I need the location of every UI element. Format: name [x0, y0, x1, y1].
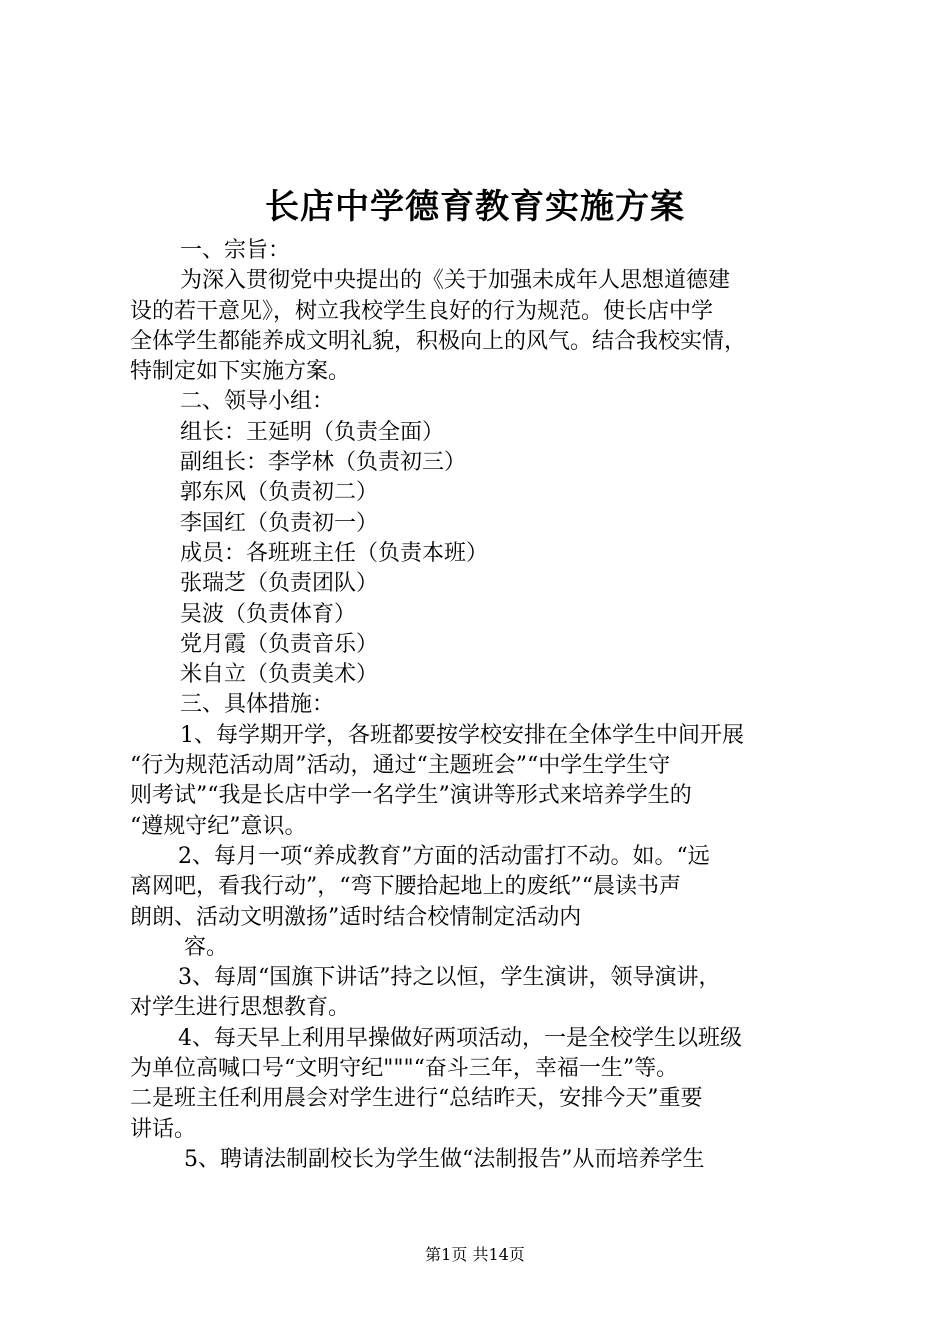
text-line: 3、每周“国旗下讲话”持之以恒，学生演讲，领导演讲，: [178, 965, 721, 991]
text-line: “遵规守纪”意识。: [130, 813, 307, 839]
text-line: 5、聘请法制副校长为学生做“法制报告”从而培养学生: [184, 1146, 705, 1172]
text-line: 郭东风（负责初二）: [180, 480, 379, 506]
text-line: 二是班主任利用晨会对学生进行“总结昨天，安排今天”重要: [130, 1086, 703, 1112]
text-line: 党月霞（负责音乐）: [180, 631, 379, 657]
text-line: 二、领导小组：: [180, 389, 335, 415]
text-line: 李国红（负责初一）: [180, 510, 379, 536]
page-footer: 第1页 共14页: [425, 1245, 525, 1264]
text-line: 4、每天早上利用早操做好两项活动，一是全校学生以班级: [178, 1025, 742, 1051]
text-line: 1、每学期开学，各班都要按学校安排在全体学生中间开展: [180, 722, 744, 748]
text-line: 2、每月一项“养成教育”方面的活动雷打不动。如。“远: [178, 843, 710, 869]
text-line: “行为规范活动周”活动，通过“主题班会”“中学生学生守: [130, 753, 671, 779]
text-line: 为单位高喊口号“文明守纪"""“奋斗三年，幸福一生”等。: [130, 1056, 679, 1082]
text-line: 容。: [184, 934, 229, 960]
text-line: 特制定如下实施方案。: [130, 359, 351, 385]
document-body: [130, 236, 830, 1175]
text-line: 讲话。: [130, 1116, 197, 1142]
text-line: 对学生进行思想教育。: [130, 995, 351, 1021]
text-line: 设的若干意见》，树立我校学生良好的行为规范。使长店中学: [130, 298, 714, 324]
text-line: 米自立（负责美术）: [180, 662, 379, 688]
text-line: 吴波（负责体育）: [180, 601, 357, 627]
text-line: 朗朗、活动文明激扬”适时结合校情制定活动内: [130, 904, 582, 930]
text-line: 三、具体措施：: [180, 692, 335, 718]
text-line: 组长：王延明（负责全面）: [180, 419, 445, 445]
text-line: 离网吧，看我行动”，“弯下腰拾起地上的废纸”“晨读书声: [130, 874, 681, 900]
text-line: 则考试”“我是长店中学一名学生”演讲等形式来培养学生的: [130, 783, 692, 809]
text-line: 张瑞芝（负责团队）: [180, 571, 379, 597]
text-line: 成员：各班班主任（负责本班）: [180, 540, 489, 566]
text-line: 一、宗旨：: [180, 238, 291, 263]
text-line: 全体学生都能养成文明礼貌，积极向上的风气。结合我校实情，: [130, 328, 747, 354]
text-line: 为深入贯彻党中央提出的《关于加强未成年人思想道德建: [180, 268, 731, 294]
document-title: 长店中学德育教育实施方案: [265, 187, 685, 227]
text-line: 副组长：李学林（负责初三）: [180, 450, 467, 476]
